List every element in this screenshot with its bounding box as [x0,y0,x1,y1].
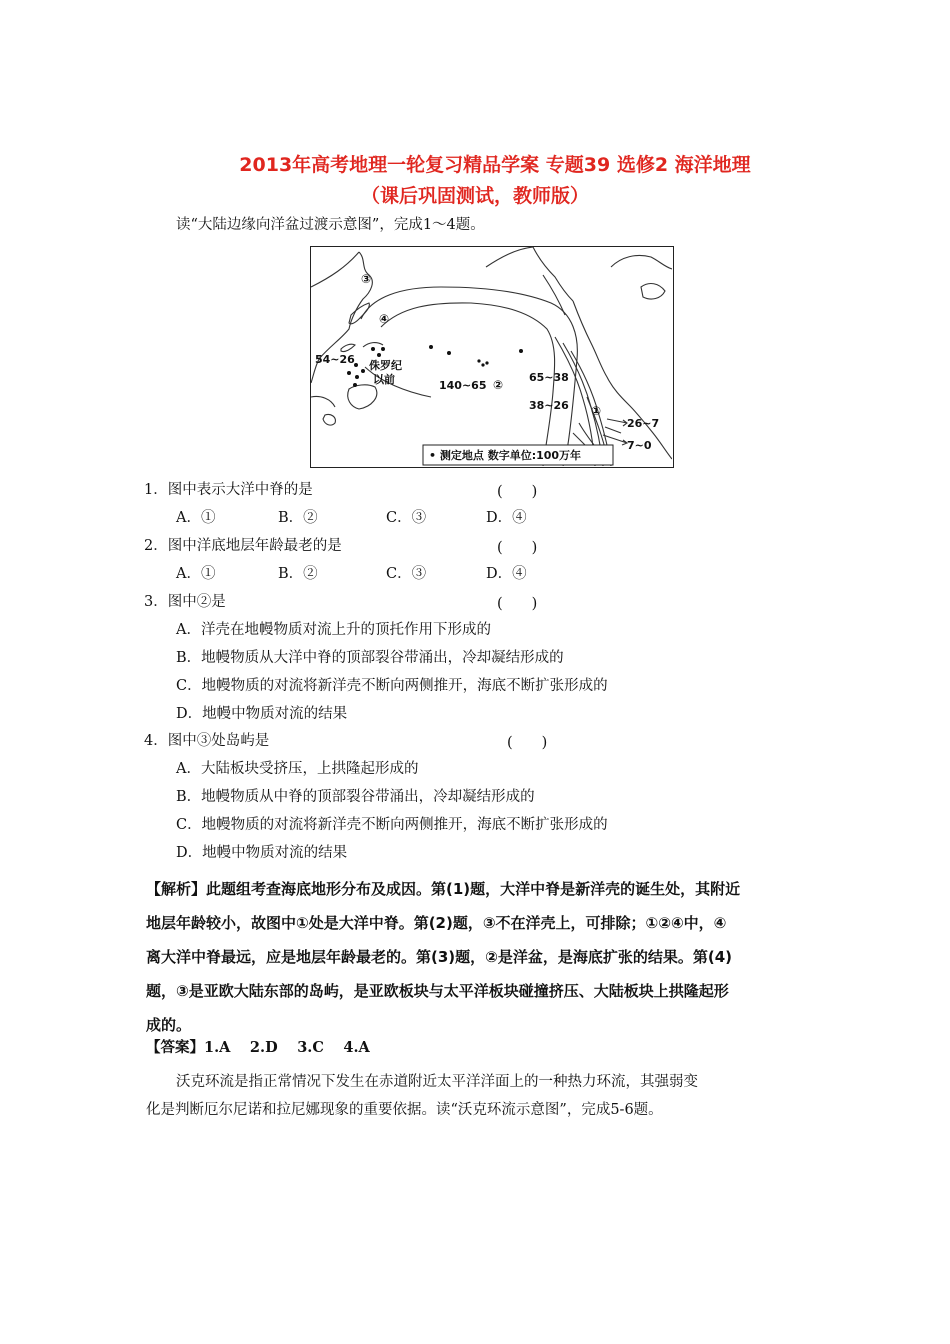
q4-option-b: B．地幔物质从中脊的顶部裂谷带涌出，冷却凝结形成的 [176,789,535,805]
label-age-140-65: 140~65 [439,379,487,392]
sample-point [429,345,433,349]
analysis-line: 地层年龄较小，故图中①处是大洋中脊。第(2)题，③不在洋壳上，可排除；①②④中，④ [146,914,727,932]
sample-point [353,383,357,387]
question-4-blank: ( ) [507,735,548,751]
label-age-26-7: 26~7 [627,417,660,430]
sample-point [371,347,375,351]
q4-option-d: D．地幔中物质对流的结果 [176,845,348,861]
kyushu-island [341,344,355,351]
q4-option-a: A．大陆板块受挤压，上拱隆起形成的 [176,761,419,777]
sample-point [447,351,451,355]
intro-text: 读“大陆边缘向洋盆过渡示意图”，完成1～4题。 [176,217,485,233]
label-jurassic-1: 侏罗纪 [369,359,402,372]
q2-option-c: C．③ [386,566,427,582]
se-asia-coast [311,396,335,425]
transition-map-figure [310,246,674,468]
alaska-coast [486,247,573,301]
q3-option-d: D．地幔中物质对流的结果 [176,706,348,722]
label-age-38-26: 38~26 [529,399,569,412]
japan-island [349,303,369,324]
sample-point [381,347,385,351]
label-circle-1: ① [591,404,602,418]
question-4-stem: 4．图中③处岛屿是 [144,733,270,749]
document-title-line2: （课后巩固测试，教师版） [360,185,589,207]
canada-coast [611,255,672,269]
analysis-line: 成的。 [146,1016,192,1034]
sample-point [347,371,351,375]
label-jurassic-2: 以前 [373,373,395,386]
arctic-island [641,284,665,299]
sample-point [481,363,484,366]
question-2-blank: ( ) [497,540,538,556]
label-age-54-26: 54~26 [315,353,355,366]
question-1-stem: 1．图中表示大洋中脊的是 [144,482,313,498]
q3-option-a: A．洋壳在地幔物质对流上升的顶托作用下形成的 [176,622,491,638]
north-america-coast-2 [573,301,672,459]
sample-point [485,361,488,364]
q3-option-c: C．地幔物质的对流将新洋壳不断向两侧推开，海底不断扩张形成的 [176,678,608,694]
question-3-stem: 3．图中②是 [144,594,226,610]
sample-point [361,369,365,373]
label-circle-4: ④ [379,312,390,326]
document-title-line1: 2013年高考地理一轮复习精品学案 专题39 选修2 海洋地理 [239,154,751,176]
q1-option-d: D．④ [486,510,527,526]
question-3-blank: ( ) [497,596,538,612]
arrow-26-7 [607,419,627,426]
sample-point [377,353,381,357]
analysis-line: 【解析】此题组考查海底地形分布及成因。第(1)题，大洋中脊是新洋壳的诞生处，其附近 [146,880,741,898]
north-america-coast-1 [543,275,565,315]
q3-option-b: B．地幔物质从大洋中脊的顶部裂谷带涌出，冷却凝结形成的 [176,650,564,666]
q1-option-a: A．① [176,510,216,526]
label-circle-3: ③ [361,272,372,286]
q2-option-b: B．② [278,566,318,582]
sample-point [355,375,359,379]
question-2-stem: 2．图中洋底地层年龄最老的是 [144,538,342,554]
walker-paragraph-line1: 沃克环流是指正常情况下发生在赤道附近太平洋洋面上的一种热力环流，其强弱变 [176,1074,698,1090]
q4-option-c: C．地幔物质的对流将新洋壳不断向两侧推开，海底不断扩张形成的 [176,817,608,833]
q2-option-d: D．④ [486,566,527,582]
q1-option-b: B．② [278,510,318,526]
map-legend-text: • 测定地点 数字单位:100万年 [429,449,582,462]
label-age-7-0: 7~0 [627,439,652,452]
arrow-mid [605,427,621,433]
analysis-line: 题，③是亚欧大陆东部的岛屿，是亚欧板块与太平洋板块碰撞挤压、大陆板块上拱隆起形 [146,982,729,1000]
map-svg [311,247,672,466]
answer-line: 【答案】1.A 2.D 3.C 4.A [146,1039,370,1056]
jurassic-top-boundary [363,343,383,347]
label-circle-2: ② [493,378,504,392]
q2-option-a: A．① [176,566,216,582]
sample-point [519,349,523,353]
analysis-block [146,872,826,1042]
philippine-plate-area [348,385,377,409]
sample-point [477,359,480,362]
q1-option-c: C．③ [386,510,427,526]
question-1-blank: ( ) [497,484,538,500]
label-age-65-38: 65~38 [529,371,569,384]
walker-paragraph-line2: 化是判断厄尔尼诺和拉尼娜现象的重要依据。读“沃克环流示意图”，完成5-6题。 [146,1102,663,1118]
analysis-line: 离大洋中脊最远，应是地层年龄最老的。第(3)题，②是洋盆，是海底扩张的结果。第(4) [146,948,732,966]
